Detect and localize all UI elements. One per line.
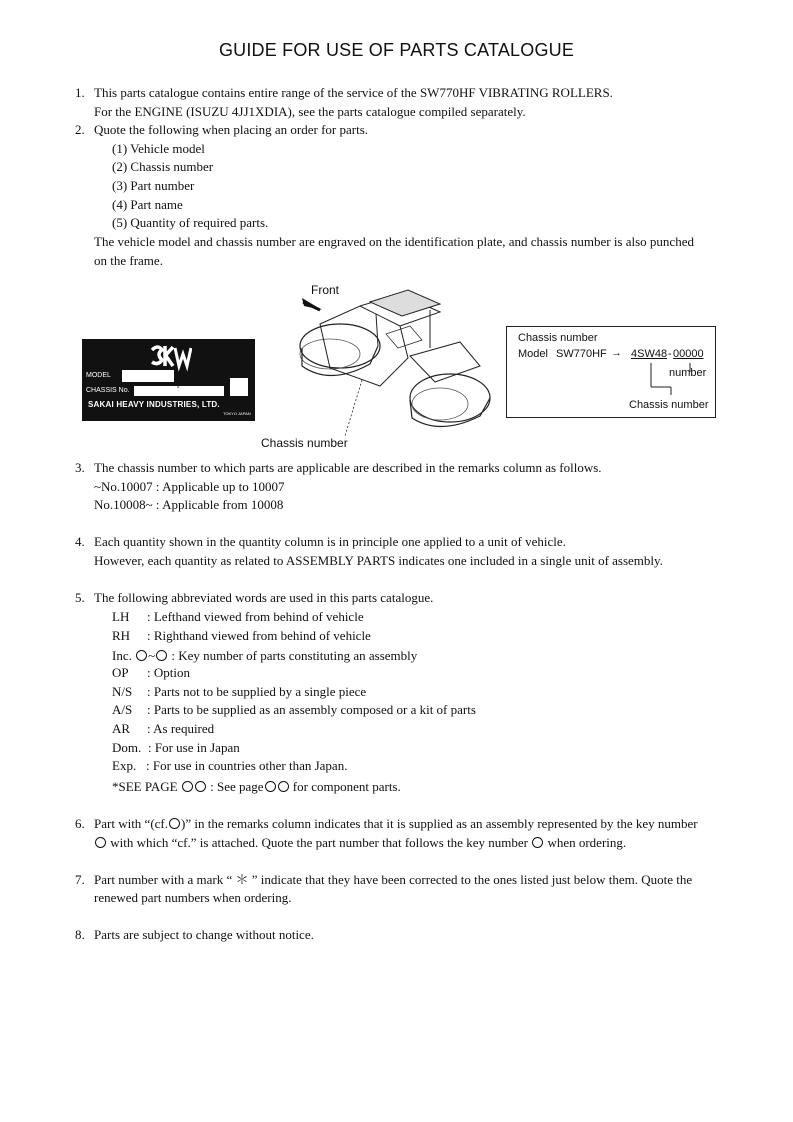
abbr-key: Dom.	[112, 740, 142, 755]
circle-placeholder-icon	[265, 781, 276, 792]
abbr-key: LH	[112, 609, 130, 624]
list-item: (3) Part number	[112, 178, 195, 193]
plate-model-label: MODEL	[86, 372, 111, 379]
chassis-box-model-label: Model	[518, 348, 548, 360]
section-text-part: with which “cf.” is attached. Quote the part number that follows the key number	[110, 835, 528, 850]
circle-placeholder-icon	[156, 650, 167, 661]
abbr-range-sep: ~	[148, 648, 156, 663]
section-text-part: Part with “(cf.	[94, 816, 169, 831]
section-text: Quote the following when placing an order for parts.	[94, 122, 369, 137]
list-item: (2) Chassis number	[112, 159, 214, 174]
plate-stamp-field	[230, 378, 248, 396]
section-text: renewed part numbers when ordering.	[94, 890, 292, 905]
see-page-desc: : See page	[210, 779, 264, 794]
section-number: 5.	[75, 590, 85, 605]
roller-frame	[320, 306, 408, 386]
circle-placeholder-icon	[195, 781, 206, 792]
see-page-key: *SEE PAGE	[112, 779, 178, 794]
abbr-desc: : Parts not to be supplied by a single piece	[147, 684, 367, 699]
plate-chassis-label: CHASSIS No.	[86, 387, 130, 394]
front-label: Front	[311, 283, 340, 297]
list-item: (5) Quantity of required parts.	[112, 215, 269, 230]
chassis-box-dash: -	[668, 348, 672, 360]
plate-city: TOKYO JAPAN	[223, 411, 251, 416]
abbr-desc: : Option	[147, 665, 190, 680]
abbr-key: OP	[112, 665, 129, 680]
section-text: No.10008~ : Applicable from 10008	[94, 497, 284, 512]
chassis-box-chassis-label: Chassis number	[629, 399, 709, 411]
section-text: This parts catalogue contains entire range of the service of the SW770HF VIBRATING ROLLERS.	[94, 85, 613, 100]
abbr-row-inc	[112, 648, 417, 664]
section-text: The vehicle model and chassis number are engraved on the identification plate, and chassis number is also punched	[94, 234, 694, 249]
section-text	[94, 835, 626, 851]
see-page-row	[112, 779, 401, 795]
chassis-number-caption: Chassis number	[261, 436, 348, 450]
engine-hood	[410, 342, 480, 382]
section-number: 6.	[75, 816, 85, 831]
abbr-key: N/S	[112, 684, 133, 699]
abbr-key: Inc.	[112, 648, 132, 663]
chassis-box-prefix: 4SW48	[631, 348, 668, 360]
abbr-desc: : Parts to be supplied as an assembly composed or a kit of parts	[147, 702, 476, 717]
section-text	[94, 816, 698, 832]
section-text: For the ENGINE (ISUZU 4JJ1XDIA), see the parts catalogue compiled separately.	[94, 104, 526, 119]
circle-placeholder-icon	[182, 781, 193, 792]
circle-placeholder-icon	[278, 781, 289, 792]
section-text: The chassis number to which parts are applicable are described in the remarks column as follows.	[94, 460, 602, 475]
roller-illustration	[290, 286, 520, 451]
front-drum	[300, 324, 380, 368]
circle-placeholder-icon	[95, 837, 106, 848]
section-text-part: )” in the remarks column indicates that it is supplied as an assembly represented by the key number	[181, 816, 698, 831]
section-text-part: when ordering.	[547, 835, 627, 850]
plate-company: SAKAI HEAVY INDUSTRIES, LTD.	[88, 400, 220, 409]
abbr-key: RH	[112, 628, 131, 643]
rear-drum	[410, 374, 490, 422]
list-item: (1) Vehicle model	[112, 141, 205, 156]
identification-plate	[82, 339, 255, 421]
section-number: 2.	[75, 122, 85, 137]
abbr-desc: : For use in countries other than Japan.	[146, 758, 348, 773]
section-number: 8.	[75, 927, 85, 942]
abbr-desc: : For use in Japan	[148, 740, 240, 755]
section-number: 1.	[75, 85, 85, 100]
circle-placeholder-icon	[532, 837, 543, 848]
plate-chassis-dash: -	[177, 384, 180, 391]
skw-logo-icon	[148, 342, 192, 372]
chassis-box-serial: 00000	[673, 348, 704, 360]
chassis-box-heading: Chassis number	[518, 332, 598, 344]
section-number: 7.	[75, 872, 85, 887]
circle-placeholder-icon	[169, 818, 180, 829]
section-number: 4.	[75, 534, 85, 549]
section-text: Parts are subject to change without notice.	[94, 927, 314, 942]
chassis-pointer	[345, 380, 362, 436]
section-text: Part number with a mark “ ＊ ” indicate that they have been corrected to the ones listed just below them. Quote the	[94, 872, 693, 887]
section-text: However, each quantity as related to ASSEMBLY PARTS indicates one included in a single unit of assembly.	[94, 553, 663, 568]
chassis-box-arrow: →	[611, 347, 622, 359]
section-text: ~No.10007 : Applicable up to 10007	[94, 479, 285, 494]
circle-placeholder-icon	[136, 650, 147, 661]
section-number: 3.	[75, 460, 85, 475]
chassis-box-number-label: number	[669, 367, 707, 379]
section-text: Each quantity shown in the quantity column is in principle one applied to a unit of vehicle.	[94, 534, 566, 549]
section-text: The following abbreviated words are used in this parts catalogue.	[94, 590, 434, 605]
section-text: on the frame.	[94, 253, 163, 268]
list-item: (4) Part name	[112, 197, 183, 212]
plate-model-field	[122, 370, 174, 382]
chassis-box-model-value: SW770HF	[556, 348, 607, 360]
abbr-desc: : Key number of parts constituting an assembly	[168, 648, 418, 663]
abbr-desc: : As required	[147, 721, 215, 736]
abbr-desc: : Lefthand viewed from behind of vehicle	[147, 609, 364, 624]
chassis-number-box	[506, 326, 716, 418]
abbr-key: Exp.	[112, 758, 137, 773]
abbr-key: A/S	[112, 702, 133, 717]
abbr-key: AR	[112, 721, 131, 736]
abbr-desc: : Righthand viewed from behind of vehicle	[147, 628, 371, 643]
see-page-tail: for component parts.	[292, 779, 401, 794]
page-title: GUIDE FOR USE OF PARTS CATALOGUE	[218, 40, 575, 60]
